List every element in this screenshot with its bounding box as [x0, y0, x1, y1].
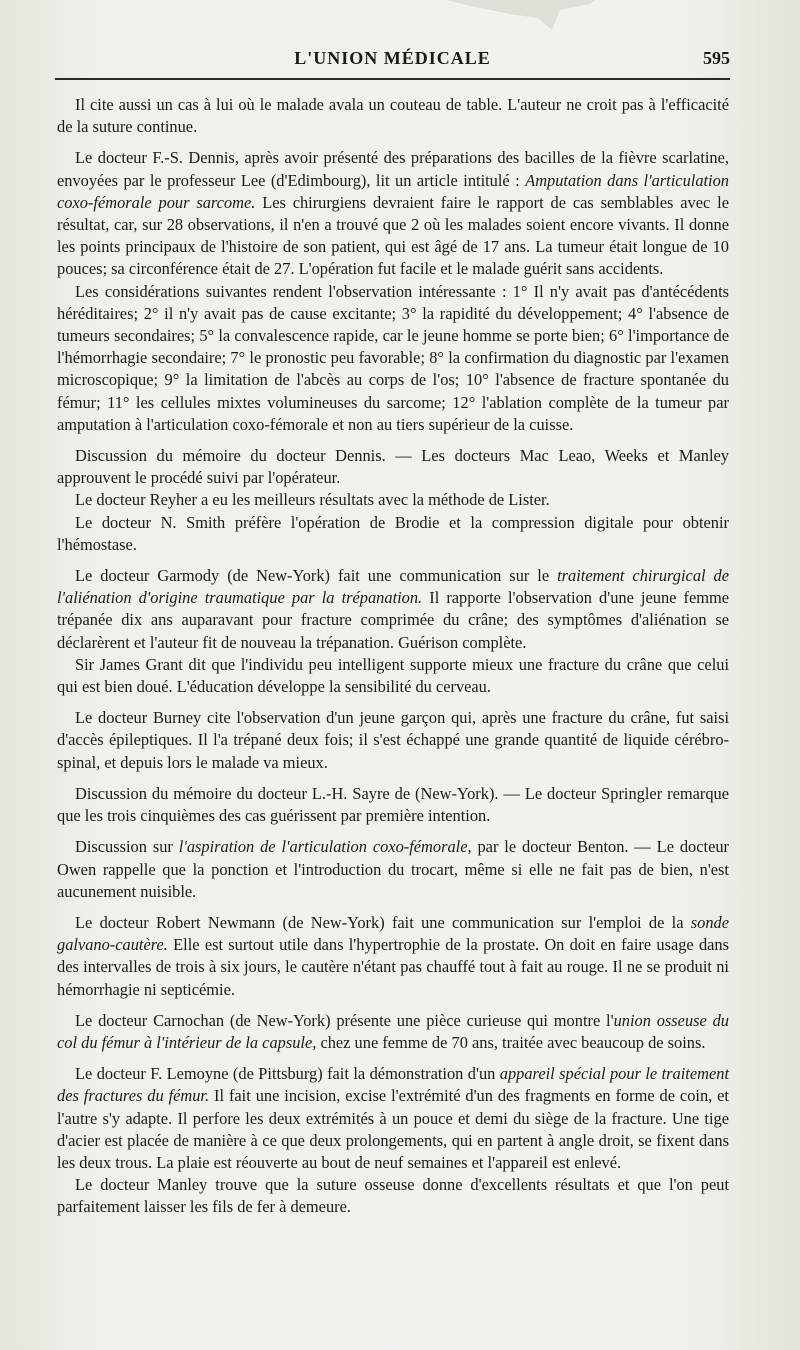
running-title: L'UNION MÉDICALE — [294, 48, 491, 68]
paragraph-text: Il rapporte l'observation d'une jeune femme trépanée dix ans auparavant pour fracture comprimée du crâne; des symptômes d'aliénation se déclarèrent et l'auteur fit de nouveau la trépanation. Guérison complète. — [57, 588, 730, 652]
body-text — [57, 94, 729, 1219]
italic-title-text: Amputation dans l'articulation coxo-fémorale pour sarcome. — [57, 170, 730, 212]
paragraph — [57, 1063, 729, 1174]
paragraph-text: Les chirurgiens devraient faire le rapport de cas semblables avec le résultat, car, sur 28 observations, il n'en a trouvé que 2 où les malades soient encore vivants. Il donne les points principaux de l'histoire de son patient, qui est âgé de 17 ans. La tumeur était longue de 10 pouces; sa circonférence était de 27. L'opération fut facile et le malade guérit sans accidents. — [57, 192, 729, 279]
paragraph — [57, 489, 729, 511]
paragraph — [57, 1174, 729, 1218]
paragraph — [57, 281, 729, 436]
paragraph — [57, 147, 729, 280]
paragraph-text: Discussion du mémoire du docteur Dennis. — Les docteurs Mac Leao, Weeks et Manley approuvent le procédé suivi par l'opérateur. — [57, 446, 729, 488]
italic-title-text: union osseuse du col du fémur à l'intérieur de la capsule, — [57, 1010, 729, 1052]
paragraph-text: Discussion du mémoire du docteur L.-H. Sayre de (New-York). — Le docteur Springler remarque que les trois cinquièmes des cas guérissent par première intention. — [57, 783, 729, 826]
paragraph-text: Le docteur F. Lemoyne (de Pittsburg) fait la démonstration d'un — [75, 1064, 500, 1084]
paragraph — [57, 512, 729, 556]
paragraph-text: par le docteur Benton. — Le docteur Owen rappelle que la ponction et l'introduction du trocart, même si elle ne fait pas de bien, n'est aucunement nuisible. — [57, 837, 730, 901]
paragraph-text: Le docteur Garmody (de New-York) fait une communication sur le — [75, 566, 558, 586]
paragraph-text: Les considérations suivantes rendent l'observation intéressante : 1° Il n'y avait pas d'antécédents héréditaires; 2° il n'y avait pas de cause excitante; 3° la rapidité du développement; 4° l'absence de tumeurs secondaires; 5° la convalescence rapide, car le jeune homme se porte bien; 6° l'importance de l'hémorrhagie secondaire; 7° le pronostic peu favorable; 8° la confirmation du diagnostic par l'examen microscopique; 9° la limitation de l'abcès au corps de l'os; 10° l'absence de fracture spontanée du fémur; 11° les cellules mixtes volumineuses du sarcome; 12° l'ablation complète de la tumeur par amputation à l'articulation coxo-fémorale et non au tiers supérieur de la cuisse. — [57, 281, 729, 434]
paragraph-text: Le docteur F.-S. Dennis, après avoir présenté des préparations des bacilles de la fièvre scarlatine, envoyées par le professeur Lee (d'Edimbourg), lit un article intitulé : — [57, 148, 729, 190]
header-rule — [55, 78, 730, 80]
paragraph-text: Discussion sur — [75, 837, 179, 857]
paragraph-text: Sir James Grant dit que l'individu peu intelligent supporte mieux une fracture du crâne que celui qui est bien doué. L'éducation développe la sensibilité du cerveau. — [57, 654, 729, 697]
paragraph-text: Le docteur Robert Newmann (de New-York) fait une communication sur l'emploi de la — [75, 912, 691, 932]
paragraph — [57, 707, 729, 774]
paragraph-text: Le docteur Carnochan (de New-York) présente une pièce curieuse qui montre l' — [75, 1010, 614, 1030]
paragraph-text: Il cite aussi un cas à lui où le malade avala un couteau de table. L'auteur ne croit pas à l'efficacité de la suture continue. — [57, 95, 729, 137]
italic-title-text: sonde galvano-cautère. — [57, 912, 729, 955]
paragraph — [57, 565, 729, 654]
page-number: 595 — [703, 48, 730, 68]
paragraph-text: Le docteur N. Smith préfère l'opération de Brodie et la compression digitale pour obtenir l'hémostase. — [57, 512, 729, 554]
paragraph-text: Il fait une incision, excise l'extrémité d'un des fragments en forme de coin, et l'autre s'y adapte. Il perfore les deux extrémités à un pouce et demi du siège de la fracture. Une tige d'acier est placée de manière à ce que deux prolongements, qui en partent à angle droit, se fixent dans les deux trous. La plaie est réouverte au bout de neuf semaines et l'appareil est enlevé. — [57, 1086, 729, 1172]
paragraph-text: Elle est surtout utile dans l'hypertrophie de la prostate. On doit en faire usage dans des intervalles de trois à six jours, le cautère n'étant pas chauffé tout à fait au rouge. Il ne se produit ni hémorrhagie ni septicémie. — [57, 935, 729, 999]
paragraph-text: chez une femme de 70 ans, traitée avec beaucoup de soins. — [316, 1032, 706, 1052]
paragraph — [57, 783, 729, 827]
italic-title-text: appareil spécial pour le traitement des fractures du fémur. — [57, 1064, 729, 1106]
paragraph — [57, 912, 729, 1001]
paragraph — [57, 94, 729, 138]
page-header — [55, 44, 730, 78]
paragraph — [57, 1010, 729, 1054]
paragraph — [57, 445, 729, 489]
paragraph — [57, 654, 729, 698]
paragraph-text: Le docteur Manley trouve que la suture osseuse donne d'excellents résultats et que l'on peut parfaitement laisser les fils de fer à demeure. — [57, 1175, 729, 1217]
italic-title-text: traitement chirurgical de l'aliénation d'origine traumatique par la trépanation. — [57, 566, 729, 608]
paragraph — [57, 836, 729, 903]
italic-title-text: l'aspiration de l'articulation coxo-fémorale, — [178, 837, 472, 857]
paragraph-text: Le docteur Burney cite l'observation d'un jeune garçon qui, après une fracture du crâne, fut saisi d'accès épileptiques. Il l'a trépané deux fois; il s'est échappé une grande quantité de liquide cérébro-spinal, et depuis lors le malade va mieux. — [57, 708, 729, 772]
torn-corner-mark — [430, 0, 600, 40]
paragraph-text: Le docteur Reyher a eu les meilleurs résultats avec la méthode de Lister. — [75, 490, 550, 510]
